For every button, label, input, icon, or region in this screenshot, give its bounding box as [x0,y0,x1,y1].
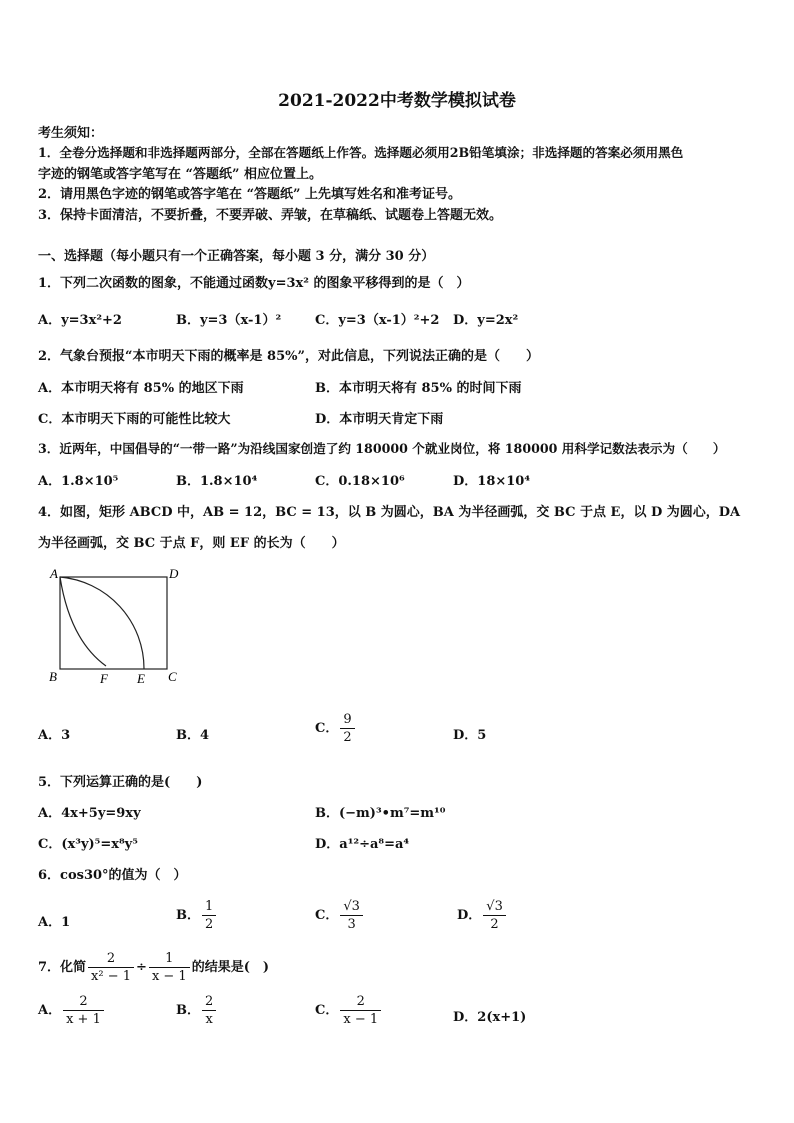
question-4-option-d: D．5 [453,728,487,743]
figure-label-c: C [168,669,177,684]
figure-label-e: E [137,671,145,686]
fraction-denominator: x [205,1012,213,1027]
fraction-numerator: 2 [202,994,216,1011]
question-7-option-c [315,994,383,1027]
question-3-option-c: C．0.18×10⁶ [315,474,405,489]
question-7-option-a [38,994,106,1027]
question-5-option-d: D．a¹²÷a⁸=a⁴ [315,837,410,852]
figure-label-d: D [169,566,179,581]
question-1-stem: 1．下列二次函数的图象，不能通过函数y=3x² 的图象平移得到的是（ ） [38,276,470,291]
question-6-stem: 6．cos30°的值为（ ） [38,868,187,883]
notice-line-1: 1．全卷分选择题和非选择题两部分，全部在答题纸上作答。选择题必须用2B铅笔填涂；非选择题的答案必须用黑色 [38,145,684,160]
fraction-numerator: 2 [340,994,381,1011]
question-1-option-d: D．y=2x² [453,313,519,328]
fraction-numerator: 9 [340,712,354,729]
question-1-option-a: A．y=3x²+2 [38,313,122,328]
question-4-stem-line-2: 为半径画弧，交 BC 于点 F，则 EF 的长为（ ） [38,536,345,551]
question-6-option-a: A．1 [38,915,71,930]
question-3-option-d: D．18×10⁴ [453,474,531,489]
option-c-prefix: C． [315,908,339,923]
fraction-root3-over-2 [483,899,506,932]
question-4-figure [40,560,200,690]
question-1-option-c: C．y=3（x-1）²+2 [315,313,440,328]
question-5-stem: 5．下列运算正确的是( ) [38,775,203,790]
fraction-numerator: √3 [483,899,506,916]
question-6-option-c [315,899,365,932]
question-2-option-b: B．本市明天将有 85% 的时间下雨 [315,381,522,396]
question-5-option-c: C．(x³y)⁵=x⁸y⁵ [38,837,138,852]
fraction-2-over-x2-minus-1 [88,951,134,984]
question-5-option-b: B．(−m)³•m⁷=m¹⁰ [315,806,446,821]
fraction-2-over-x-minus-1 [340,994,381,1027]
rectangle-abcd [60,577,167,669]
fraction-denominator: 2 [490,917,499,932]
question-7-stem [38,951,269,984]
question-2-option-a: A．本市明天将有 85% 的地区下雨 [38,381,244,396]
page-title: 2021-2022中考数学模拟试卷 [278,91,516,111]
question-7-prefix: 7．化简 [38,960,87,975]
question-7-option-d: D．2(x+1) [453,1010,527,1025]
question-2-option-d: D．本市明天肯定下雨 [315,412,444,427]
fraction-denominator: x² − 1 [91,969,132,984]
notice-line-2: 2．请用黑色字迹的钢笔或答字笔在 “答题纸” 上先填写姓名和准考证号。 [38,187,462,202]
fraction-1-over-x-minus-1 [149,951,190,984]
fraction-one-half [202,899,216,932]
option-c-prefix: C． [315,1003,339,1018]
question-7-option-b [176,994,218,1027]
fraction-numerator: 1 [149,951,190,968]
option-a-prefix: A． [38,1003,62,1018]
fraction-numerator: √3 [340,899,363,916]
fraction-numerator: 2 [63,994,104,1011]
fraction-denominator: x + 1 [66,1012,101,1027]
fraction-denominator: x − 1 [151,969,187,984]
option-d-prefix: D． [457,908,482,923]
question-7-suffix: 的结果是( ) [191,960,270,975]
notice-line-3: 3．保持卡面清洁，不要折叠，不要弄破、弄皱，在草稿纸、试题卷上答题无效。 [38,208,503,223]
question-2-option-c: C．本市明天下雨的可能性比较大 [38,412,231,427]
fraction-2-over-x [202,994,216,1027]
question-4-option-a: A．3 [38,728,71,743]
figure-label-a: A [50,566,58,581]
option-b-prefix: B． [176,1003,200,1018]
notice-heading: 考生须知： [38,126,104,141]
question-2-stem: 2．气象台预报“本市明天下雨的概率是 85%”，对此信息，下列说法正确的是（ ） [38,349,539,364]
fraction-denominator: 2 [343,730,352,745]
fraction-numerator: 2 [88,951,134,968]
question-3-option-a: A．1.8×10⁵ [38,474,119,489]
question-6-option-b [176,899,218,932]
section-heading: 一、选择题（每小题只有一个正确答案，每小题 3 分，满分 30 分） [38,249,435,264]
question-1-option-b: B．y=3（x-1）² [176,313,282,328]
fraction-numerator: 1 [202,899,216,916]
question-4-option-c [315,712,357,745]
figure-label-b: B [49,669,57,684]
fraction-2-over-x-plus-1 [63,994,104,1027]
fraction-denominator: 2 [205,917,214,932]
figure-label-f: F [100,671,108,686]
question-4-option-b: B．4 [176,728,210,743]
notice-line-1b: 字迹的钢笔或答字笔写在 “答题纸” 相应位置上。 [38,167,323,182]
divide-operator: ÷ [136,960,147,975]
question-4-stem-line-1: 4．如图，矩形 ABCD 中，AB = 12，BC = 13，以 B 为圆心，BA 为半径画弧，交 BC 于点 E，以 D 为圆心，DA [38,505,741,520]
fraction-denominator: x − 1 [343,1012,379,1027]
option-b-prefix: B． [176,908,200,923]
question-6-option-d [457,899,508,932]
fraction-denominator: 3 [347,917,356,932]
question-3-option-b: B．1.8×10⁴ [176,474,258,489]
fraction-root3-over-3 [340,899,363,932]
fraction-nine-halves [340,712,354,745]
question-5-option-a: A．4x+5y=9xy [38,806,141,821]
option-c-prefix: C． [315,721,339,736]
arc-af [60,577,106,666]
question-3-stem: 3．近两年，中国倡导的“一带一路”为沿线国家创造了约 180000 个就业岗位，将 180000 用科学记数法表示为（ ） [38,441,726,456]
